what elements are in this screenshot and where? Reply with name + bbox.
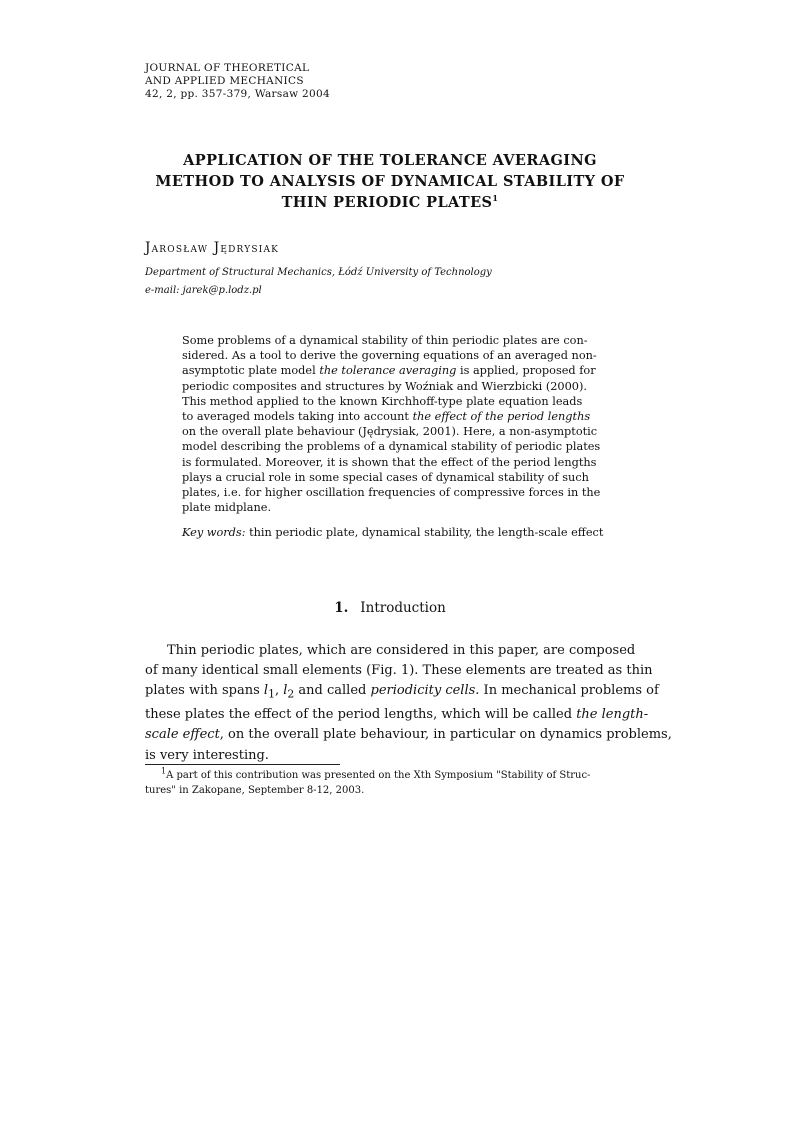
- abstract-line: Some problems of a dynamical stability of thin periodic plates are con-: [182, 334, 588, 347]
- body-line: these plates the effect of the period lengths, which will be called the length-: [145, 707, 649, 723]
- keywords-list: thin periodic plate, dynamical stability, the length-scale effect: [245, 526, 604, 540]
- abstract-line: plays a crucial role in some special cases of dynamical stability of such: [182, 470, 589, 484]
- abstract-line: to averaged models taking into account the effect of the period lengths: [182, 410, 591, 424]
- section-heading-introduction: [145, 600, 635, 616]
- abstract-line: model describing the problems of a dynamical stability of periodic plates: [182, 440, 601, 454]
- author-affiliation: Department of Structural Mechanics, Łódź University of Technology: [145, 267, 492, 278]
- paper-title: [145, 150, 635, 213]
- body-line: plates with spans $l_1$, $l_2$ and called periodicity cells. In mechanical problems of: [145, 683, 659, 701]
- footnote-line: $^1$A part of this contribution was presented on the Xth Symposium "Stability of Struc-: [161, 766, 591, 781]
- footnote-mark: 1: [161, 766, 167, 776]
- journal-name-line-1: JOURNAL OF THEORETICAL: [145, 62, 310, 74]
- author-name: Jarosław Jędrysiak: [145, 240, 280, 256]
- author-email[interactable]: e-mail: jarek@p.lodz.pl: [145, 285, 262, 296]
- abstract-line: sidered. As a tool to derive the governing equations of an averaged non-: [182, 349, 597, 363]
- footnote: [145, 768, 635, 798]
- footnote-line: tures" in Zakopane, September 8-12, 2003.: [145, 785, 365, 796]
- abstract-line: plates, i.e. for higher oscillation frequencies of compressive forces in the: [182, 486, 601, 500]
- abstract-line: on the overall plate behaviour (Jędrysiak, 2001). Here, a non-asymptotic: [182, 425, 598, 439]
- footnote-divider: [145, 764, 340, 765]
- abstract-line: periodic composites and structures by Woźniak and Wierzbicki (2000).: [182, 379, 587, 393]
- section-number: 1.: [334, 600, 349, 616]
- keywords-label: Key words:: [182, 526, 246, 540]
- journal-issue-info: 42, 2, pp. 357-379, Warsaw 2004: [145, 88, 330, 100]
- abstract: [182, 333, 604, 541]
- body-line: Thin periodic plates, which are considered in this paper, are composed: [167, 643, 636, 658]
- journal-header: [145, 62, 330, 101]
- journal-name-line-2: AND APPLIED MECHANICS: [145, 75, 304, 87]
- body-line: of many identical small elements (Fig. 1). These elements are treated as thin: [145, 663, 653, 679]
- abstract-line: plate midplane.: [182, 501, 272, 515]
- section-title: Introduction: [360, 600, 446, 616]
- body-text: [145, 641, 672, 766]
- body-line: is very interesting.: [145, 747, 269, 763]
- title-line-1: APPLICATION OF THE TOLERANCE AVERAGING: [183, 152, 597, 169]
- body-line: scale effect, on the overall plate behaviour, in particular on dynamics problems,: [145, 727, 672, 743]
- abstract-line: is formulated. Moreover, it is shown that the effect of the period lengths: [182, 455, 597, 469]
- title-line-2: METHOD TO ANALYSIS OF DYNAMICAL STABILITY OF: [155, 173, 625, 190]
- title-line-3: THIN PERIODIC PLATES$^1$: [281, 193, 499, 211]
- title-footnote-mark[interactable]: 1: [492, 193, 499, 204]
- abstract-line: asymptotic plate model the tolerance averaging is applied, proposed for: [182, 364, 596, 378]
- keywords: [182, 525, 604, 540]
- abstract-line: This method applied to the known Kirchhoff-type plate equation leads: [182, 394, 583, 408]
